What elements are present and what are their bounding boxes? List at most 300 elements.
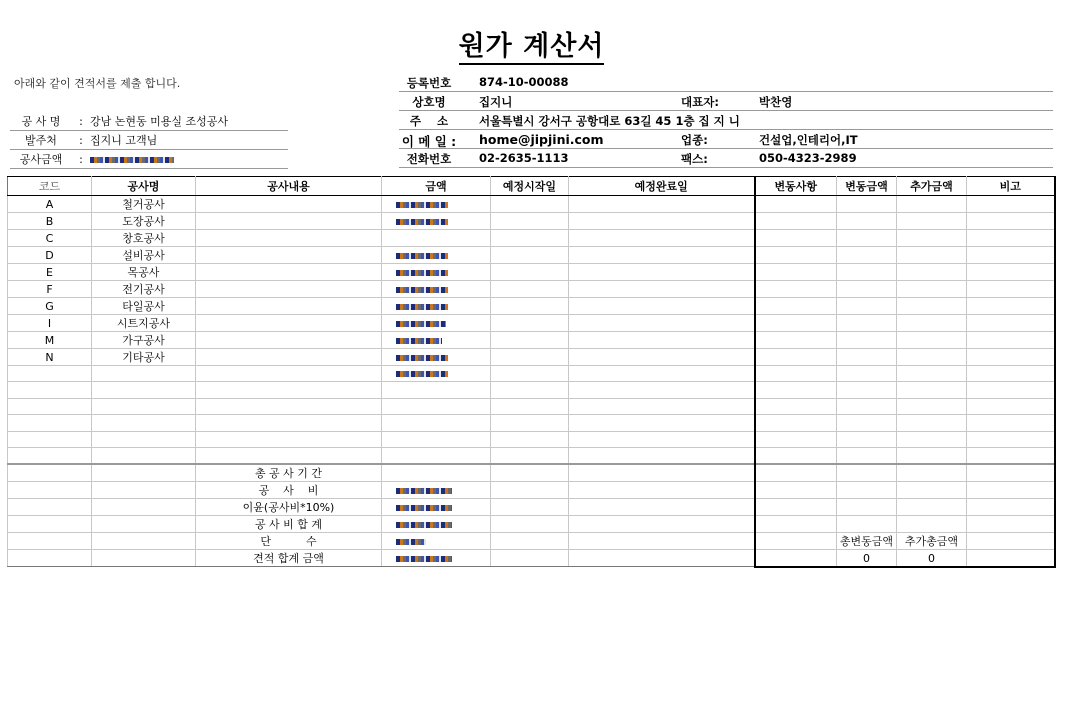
changes-cell (755, 281, 837, 298)
amount-cell (382, 332, 491, 349)
summary-row (8, 550, 1055, 567)
summary-empty-cell (491, 482, 569, 499)
remarks-cell (967, 349, 1055, 366)
redacted-amount (396, 371, 448, 377)
redacted-amount (396, 338, 442, 344)
table-row (8, 415, 1055, 431)
add-amount-cell (897, 230, 967, 247)
summary-empty-cell (8, 499, 92, 516)
client-label: 발주처 (25, 134, 57, 147)
remarks-cell (967, 447, 1055, 464)
table-row (8, 349, 1055, 366)
summary-amount-cell (382, 516, 491, 533)
summary-empty-cell (897, 482, 967, 499)
changes-cell (755, 264, 837, 281)
changes-cell (755, 447, 837, 464)
document-title: 원가 계산서 (0, 24, 1063, 63)
redacted-amount (396, 556, 452, 562)
end-date-cell (569, 315, 755, 332)
start-date-cell (491, 247, 569, 264)
redacted-amount (396, 321, 446, 327)
summary-empty-cell (837, 482, 897, 499)
remarks-cell (967, 264, 1055, 281)
colon: : (79, 152, 83, 166)
redacted-amount (90, 157, 174, 163)
change-amount-cell (837, 298, 897, 315)
work-name-cell: 철거공사 (92, 196, 196, 213)
redacted-amount (396, 202, 448, 208)
summary-amount-cell (382, 482, 491, 499)
business-label: 업종: (681, 133, 708, 147)
amount-cell (382, 281, 491, 298)
company-email-row (399, 130, 1053, 149)
address-label: 주 소 (409, 114, 449, 128)
add-amount-cell (897, 366, 967, 382)
fax-label: 팩스: (681, 152, 708, 166)
work-name-cell (92, 398, 196, 414)
header-amount: 금액 (382, 177, 491, 196)
redacted-amount (396, 219, 448, 225)
changes-cell (755, 349, 837, 366)
changes-cell (755, 332, 837, 349)
work-content-cell (196, 247, 382, 264)
total-add-value: 0 (897, 550, 967, 567)
amount-cell (382, 298, 491, 315)
amount-cell (382, 230, 491, 247)
start-date-cell (491, 281, 569, 298)
trade-value: 집지니 (479, 95, 513, 109)
work-name-cell: 전기공사 (92, 281, 196, 298)
project-name-row (10, 112, 288, 131)
table-row (8, 213, 1055, 230)
summary-empty-cell (897, 516, 967, 533)
code-cell: G (8, 298, 92, 315)
start-date-cell (491, 415, 569, 431)
work-name-cell: 시트지공사 (92, 315, 196, 332)
change-amount-cell (837, 230, 897, 247)
amount-cell (382, 264, 491, 281)
summary-label: 이윤(공사비*10%) (196, 499, 382, 516)
table-row (8, 264, 1055, 281)
amount-cell (382, 196, 491, 213)
changes-cell (755, 431, 837, 447)
change-amount-cell (837, 349, 897, 366)
remarks-cell (967, 398, 1055, 414)
amount-cell (382, 447, 491, 464)
summary-empty-cell (837, 499, 897, 516)
summary-amount-cell (382, 550, 491, 567)
project-name-value: 강남 논현동 미용실 조성공사 (90, 115, 229, 128)
work-name-cell: 가구공사 (92, 332, 196, 349)
project-amount-label: 공사금액 (19, 153, 63, 166)
end-date-cell (569, 366, 755, 382)
summary-empty-cell (8, 516, 92, 533)
total-change-label: 총변동금액 (837, 533, 897, 550)
summary-empty-cell (491, 516, 569, 533)
amount-cell (382, 366, 491, 382)
summary-empty-cell (491, 533, 569, 550)
summary-amount-cell (382, 499, 491, 516)
table-row (8, 398, 1055, 414)
summary-remarks-cell (967, 533, 1055, 550)
code-cell: N (8, 349, 92, 366)
amount-cell (382, 415, 491, 431)
company-phone-row (399, 149, 1053, 168)
summary-empty-cell (8, 464, 92, 482)
start-date-cell (491, 298, 569, 315)
amount-cell (382, 213, 491, 230)
end-date-cell (569, 398, 755, 414)
start-date-cell (491, 366, 569, 382)
redacted-amount (396, 304, 448, 310)
change-amount-cell (837, 281, 897, 298)
work-name-cell: 기타공사 (92, 349, 196, 366)
work-content-cell (196, 196, 382, 213)
reg-value: 874-10-00088 (479, 75, 569, 89)
summary-row (8, 516, 1055, 533)
add-amount-cell (897, 447, 967, 464)
remarks-cell (967, 366, 1055, 382)
summary-remarks-cell (967, 550, 1055, 567)
change-amount-cell (837, 382, 897, 398)
end-date-cell (569, 332, 755, 349)
work-content-cell (196, 382, 382, 398)
remarks-cell (967, 332, 1055, 349)
change-amount-cell (837, 196, 897, 213)
changes-cell (755, 398, 837, 414)
work-content-cell (196, 415, 382, 431)
summary-empty-cell (569, 533, 755, 550)
remarks-cell (967, 230, 1055, 247)
changes-cell (755, 213, 837, 230)
summary-empty-cell (491, 550, 569, 567)
add-amount-cell (897, 332, 967, 349)
table-row (8, 230, 1055, 247)
end-date-cell (569, 281, 755, 298)
amount-cell (382, 247, 491, 264)
change-amount-cell (837, 398, 897, 414)
change-amount-cell (837, 431, 897, 447)
add-amount-cell (897, 349, 967, 366)
change-amount-cell (837, 247, 897, 264)
fax-value: 050-4323-2989 (759, 151, 857, 165)
end-date-cell (569, 247, 755, 264)
summary-label: 공 사 비 (196, 482, 382, 499)
colon: : (79, 114, 83, 128)
summary-amount-cell (382, 464, 491, 482)
colon: : (79, 133, 83, 147)
address-value: 서울특별시 강서구 공항대로 63길 45 1층 집 지 니 (479, 114, 740, 128)
summary-empty-cell (92, 482, 196, 499)
add-amount-cell (897, 398, 967, 414)
remarks-cell (967, 415, 1055, 431)
end-date-cell (569, 230, 755, 247)
code-cell: A (8, 196, 92, 213)
header-start-date: 예정시작일 (491, 177, 569, 196)
redacted-amount (396, 270, 448, 276)
changes-cell (755, 415, 837, 431)
summary-remarks-cell (967, 482, 1055, 499)
add-amount-cell (897, 315, 967, 332)
change-amount-cell (837, 213, 897, 230)
start-date-cell (491, 431, 569, 447)
email-value: home@jipjini.com (479, 132, 604, 147)
work-content-cell (196, 332, 382, 349)
add-amount-cell (897, 264, 967, 281)
work-content-cell (196, 264, 382, 281)
summary-empty-cell (8, 482, 92, 499)
redacted-amount (396, 539, 426, 545)
redacted-amount (396, 488, 452, 494)
code-cell (8, 366, 92, 382)
summary-empty-cell (897, 464, 967, 482)
header-add-amount: 추가금액 (897, 177, 967, 196)
amount-cell (382, 349, 491, 366)
project-amount-row (10, 150, 288, 169)
code-cell (8, 431, 92, 447)
summary-empty-cell (8, 533, 92, 550)
end-date-cell (569, 415, 755, 431)
end-date-cell (569, 447, 755, 464)
start-date-cell (491, 447, 569, 464)
total-change-value: 0 (837, 550, 897, 567)
company-address-row (399, 111, 1053, 130)
summary-row (8, 533, 1055, 550)
changes-cell (755, 298, 837, 315)
total-add-label: 추가총금액 (897, 533, 967, 550)
summary-label: 공 사 비 합 계 (196, 516, 382, 533)
add-amount-cell (897, 196, 967, 213)
work-name-cell: 목공사 (92, 264, 196, 281)
end-date-cell (569, 382, 755, 398)
changes-cell (755, 196, 837, 213)
intro-text: 아래와 같이 견적서를 제출 합니다. (14, 77, 181, 90)
changes-cell (755, 382, 837, 398)
end-date-cell (569, 213, 755, 230)
table-row (8, 431, 1055, 447)
summary-empty-cell (92, 499, 196, 516)
summary-empty-cell (569, 499, 755, 516)
remarks-cell (967, 431, 1055, 447)
table-row (8, 366, 1055, 382)
work-name-cell (92, 366, 196, 382)
work-content-cell (196, 366, 382, 382)
work-content-cell (196, 447, 382, 464)
summary-empty-cell (92, 533, 196, 550)
change-amount-cell (837, 415, 897, 431)
code-cell (8, 415, 92, 431)
summary-empty-cell (491, 464, 569, 482)
change-amount-cell (837, 366, 897, 382)
change-amount-cell (837, 264, 897, 281)
code-cell (8, 398, 92, 414)
header-change-amount: 변동금액 (837, 177, 897, 196)
remarks-cell (967, 247, 1055, 264)
redacted-amount (396, 355, 448, 361)
table-row (8, 382, 1055, 398)
summary-row (8, 482, 1055, 499)
phone-value: 02-2635-1113 (479, 151, 569, 165)
amount-cell (382, 382, 491, 398)
work-name-cell (92, 415, 196, 431)
summary-label: 총 공 사 기 간 (196, 464, 382, 482)
summary-remarks-cell (967, 516, 1055, 533)
remarks-cell (967, 213, 1055, 230)
summary-label: 견적 합계 금액 (196, 550, 382, 567)
work-name-cell: 창호공사 (92, 230, 196, 247)
add-amount-cell (897, 298, 967, 315)
summary-changes-cell (755, 516, 837, 533)
summary-empty-cell (837, 516, 897, 533)
summary-empty-cell (491, 499, 569, 516)
work-content-cell (196, 431, 382, 447)
summary-remarks-cell (967, 464, 1055, 482)
summary-row (8, 464, 1055, 482)
work-content-cell (196, 230, 382, 247)
summary-empty-cell (92, 516, 196, 533)
summary-empty-cell (569, 482, 755, 499)
project-name-label: 공 사 명 (21, 115, 61, 128)
phone-label: 전화번호 (406, 152, 452, 166)
code-cell: B (8, 213, 92, 230)
remarks-cell (967, 298, 1055, 315)
work-content-cell (196, 213, 382, 230)
add-amount-cell (897, 415, 967, 431)
summary-changes-cell (755, 464, 837, 482)
header-end-date: 예정완료일 (569, 177, 755, 196)
changes-cell (755, 230, 837, 247)
summary-empty-cell (8, 550, 92, 567)
table-row (8, 247, 1055, 264)
email-label: 이 메 일 : (401, 134, 457, 149)
work-name-cell (92, 382, 196, 398)
code-cell (8, 447, 92, 464)
changes-cell (755, 366, 837, 382)
work-name-cell: 설비공사 (92, 247, 196, 264)
summary-amount-cell (382, 533, 491, 550)
add-amount-cell (897, 431, 967, 447)
work-content-cell (196, 349, 382, 366)
end-date-cell (569, 196, 755, 213)
reg-label: 등록번호 (406, 76, 452, 90)
work-name-cell: 타일공사 (92, 298, 196, 315)
amount-cell (382, 315, 491, 332)
company-trade-row (399, 92, 1053, 111)
remarks-cell (967, 196, 1055, 213)
table-row (8, 315, 1055, 332)
change-amount-cell (837, 332, 897, 349)
code-cell: E (8, 264, 92, 281)
add-amount-cell (897, 382, 967, 398)
work-content-cell (196, 298, 382, 315)
company-reg-row (399, 73, 1053, 92)
summary-empty-cell (92, 464, 196, 482)
end-date-cell (569, 349, 755, 366)
redacted-amount (396, 253, 448, 259)
work-name-cell (92, 447, 196, 464)
summary-changes-cell (755, 533, 837, 550)
code-cell: I (8, 315, 92, 332)
work-name-cell: 도장공사 (92, 213, 196, 230)
header-remarks: 비고 (967, 177, 1055, 196)
summary-remarks-cell (967, 499, 1055, 516)
start-date-cell (491, 264, 569, 281)
code-cell (8, 382, 92, 398)
redacted-amount (396, 287, 448, 293)
amount-cell (382, 398, 491, 414)
end-date-cell (569, 298, 755, 315)
start-date-cell (491, 398, 569, 414)
change-amount-cell (837, 447, 897, 464)
changes-cell (755, 247, 837, 264)
header-work-content: 공사내용 (196, 177, 382, 196)
summary-empty-cell (897, 499, 967, 516)
change-amount-cell (837, 315, 897, 332)
cost-table (7, 176, 1054, 573)
add-amount-cell (897, 281, 967, 298)
start-date-cell (491, 196, 569, 213)
table-row (8, 332, 1055, 349)
remarks-cell (967, 315, 1055, 332)
start-date-cell (491, 315, 569, 332)
work-content-cell (196, 281, 382, 298)
start-date-cell (491, 332, 569, 349)
code-cell: M (8, 332, 92, 349)
table-header-row (8, 177, 1055, 196)
end-date-cell (569, 264, 755, 281)
code-cell: F (8, 281, 92, 298)
end-date-cell (569, 431, 755, 447)
summary-empty-cell (569, 464, 755, 482)
remarks-cell (967, 382, 1055, 398)
summary-row (8, 499, 1055, 516)
work-name-cell (92, 431, 196, 447)
header-code: 코드 (8, 177, 92, 196)
business-value: 건설업,인테리어,IT (759, 133, 858, 147)
table-row (8, 298, 1055, 315)
header-work-name: 공사명 (92, 177, 196, 196)
summary-changes-cell (755, 499, 837, 516)
changes-cell (755, 315, 837, 332)
summary-empty-cell (837, 464, 897, 482)
add-amount-cell (897, 247, 967, 264)
summary-empty-cell (569, 550, 755, 567)
add-amount-cell (897, 213, 967, 230)
redacted-amount (396, 505, 452, 511)
table-row (8, 281, 1055, 298)
trade-label: 상호명 (412, 95, 446, 109)
table-row (8, 447, 1055, 464)
remarks-cell (967, 281, 1055, 298)
start-date-cell (491, 349, 569, 366)
summary-empty-cell (569, 516, 755, 533)
client-value: 집지니 고객님 (90, 134, 158, 147)
ceo-value: 박찬영 (759, 95, 793, 109)
summary-changes-cell (755, 550, 837, 567)
header-changes: 변동사항 (755, 177, 837, 196)
work-content-cell (196, 315, 382, 332)
redacted-amount (396, 522, 452, 528)
code-cell: D (8, 247, 92, 264)
work-content-cell (196, 398, 382, 414)
table-row (8, 196, 1055, 213)
start-date-cell (491, 213, 569, 230)
summary-changes-cell (755, 482, 837, 499)
summary-label: 단 수 (196, 533, 382, 550)
ceo-label: 대표자: (681, 95, 719, 109)
client-row (10, 131, 288, 150)
summary-empty-cell (92, 550, 196, 567)
